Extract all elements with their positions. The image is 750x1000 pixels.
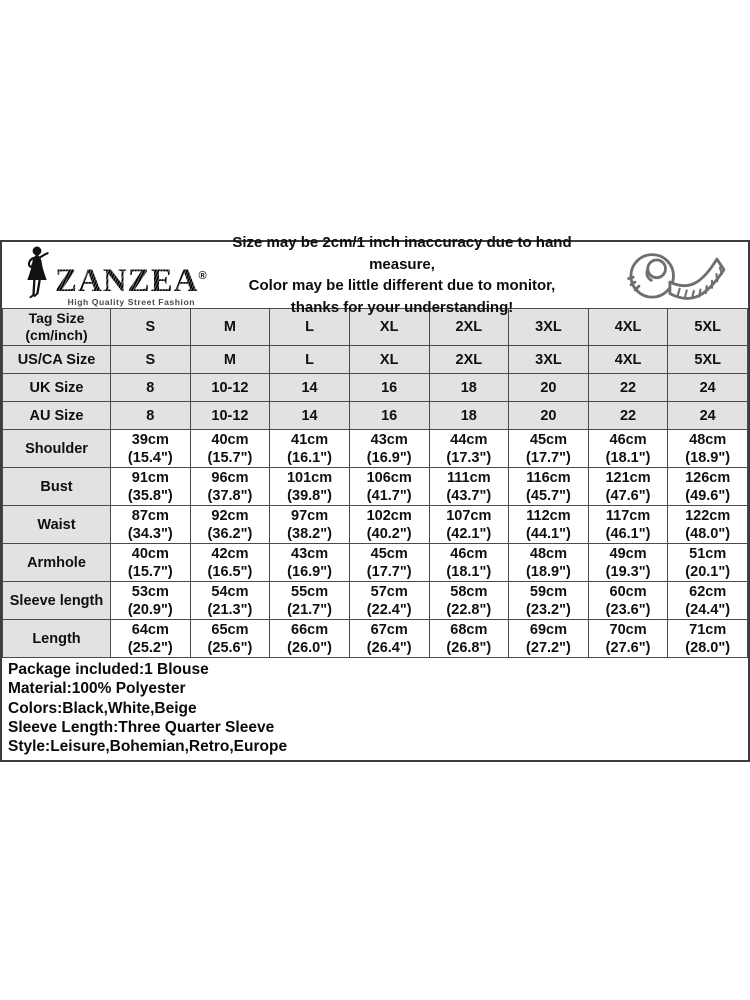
measure-cell: 122cm (48.0"): [668, 506, 748, 544]
size-table: [2, 308, 748, 658]
row-label: Armhole: [3, 544, 111, 582]
size-cell: 16: [349, 374, 429, 402]
detail-line-package: Package included:1 Blouse: [8, 661, 209, 678]
row-label: Length: [3, 620, 111, 658]
size-cell: M: [190, 309, 270, 346]
brand-name: ZANZEA®: [55, 262, 208, 299]
row-label: Shoulder: [3, 430, 111, 468]
measure-cell: 40cm (15.7"): [190, 430, 270, 468]
measure-cell: 116cm (45.7"): [509, 468, 589, 506]
size-cell: 2XL: [429, 346, 509, 374]
brand-logo: [2, 244, 208, 307]
size-cell: 22: [588, 402, 668, 430]
table-row: [3, 582, 748, 620]
size-cell: 16: [349, 402, 429, 430]
size-cell: 5XL: [668, 346, 748, 374]
measure-cell: 62cm (24.4"): [668, 582, 748, 620]
measure-cell: 126cm (49.6"): [668, 468, 748, 506]
measure-cell: 71cm (28.0"): [668, 620, 748, 658]
measure-cell: 48cm (18.9"): [668, 430, 748, 468]
measure-cell: 66cm (26.0"): [270, 620, 350, 658]
measure-cell: 92cm (36.2"): [190, 506, 270, 544]
measure-cell: 53cm (20.9"): [111, 582, 191, 620]
measure-cell: 42cm (16.5"): [190, 544, 270, 582]
size-cell: 4XL: [588, 309, 668, 346]
measure-cell: 101cm (39.8"): [270, 468, 350, 506]
measure-cell: 45cm (17.7"): [349, 544, 429, 582]
measure-cell: 45cm (17.7"): [509, 430, 589, 468]
size-cell: XL: [349, 309, 429, 346]
detail-line-style: Style:Leisure,Bohemian,Retro,Europe: [8, 738, 288, 756]
measure-cell: 41cm (16.1"): [270, 430, 350, 468]
size-cell: 20: [509, 374, 589, 402]
size-cell: 3XL: [509, 346, 589, 374]
table-row: [3, 468, 748, 506]
measure-cell: 54cm (21.3"): [190, 582, 270, 620]
measure-cell: 102cm (40.2"): [349, 506, 429, 544]
size-cell: 20: [509, 402, 589, 430]
size-cell: 5XL: [668, 309, 748, 346]
measure-cell: 67cm (26.4"): [349, 620, 429, 658]
row-label: Waist: [3, 506, 111, 544]
measure-cell: 97cm (38.2"): [270, 506, 350, 544]
brand-logo-text: [55, 261, 208, 307]
measure-cell: 51cm (20.1"): [668, 544, 748, 582]
table-row: [3, 402, 748, 430]
measure-cell: 44cm (17.3"): [429, 430, 509, 468]
size-cell: 14: [270, 374, 350, 402]
measure-cell: 106cm (41.7"): [349, 468, 429, 506]
table-row: [3, 620, 748, 658]
size-cell: 10-12: [190, 374, 270, 402]
measure-cell: 107cm (42.1"): [429, 506, 509, 544]
brand-tagline: High Quality Street Fashion: [67, 296, 196, 307]
measure-cell: 70cm (27.6"): [588, 620, 668, 658]
measure-cell: 40cm (15.7"): [111, 544, 191, 582]
table-row: [3, 506, 748, 544]
woman-silhouette-icon: [22, 244, 52, 307]
size-cell: L: [270, 309, 350, 346]
disclaimer-line-3: thanks for your understanding!: [290, 298, 514, 316]
measure-cell: 59cm (23.2"): [509, 582, 589, 620]
size-cell: 2XL: [429, 309, 509, 346]
detail-line-sleeve: Sleeve Length:Three Quarter Sleeve: [8, 718, 275, 736]
size-cell: 14: [270, 402, 350, 430]
size-chart-sheet: [0, 234, 750, 762]
detail-line-material: Material:100% Polyester: [8, 680, 186, 698]
measure-cell: 121cm (47.6"): [588, 468, 668, 506]
measure-cell: 48cm (18.9"): [509, 544, 589, 582]
measure-cell: 58cm (22.8"): [429, 582, 509, 620]
size-cell: S: [111, 346, 191, 374]
measure-cell: 46cm (18.1"): [588, 430, 668, 468]
size-cell: 22: [588, 374, 668, 402]
size-table-body: [3, 309, 748, 658]
size-cell: 24: [668, 374, 748, 402]
size-cell: 4XL: [588, 346, 668, 374]
measure-cell: 49cm (19.3"): [588, 544, 668, 582]
measure-cell: 96cm (37.8"): [190, 468, 270, 506]
row-label: UK Size: [3, 374, 111, 402]
row-label: Sleeve length: [3, 582, 111, 620]
measure-cell: 65cm (25.6"): [190, 620, 270, 658]
disclaimer-text: [198, 232, 606, 318]
measuring-tape-icon: [606, 244, 748, 306]
measure-cell: 60cm (23.6"): [588, 582, 668, 620]
measure-cell: 111cm (43.7"): [429, 468, 509, 506]
header-band: [2, 234, 748, 316]
registered-mark: ®: [198, 269, 208, 282]
size-cell: M: [190, 346, 270, 374]
size-cell: XL: [349, 346, 429, 374]
size-cell: 18: [429, 402, 509, 430]
measure-cell: 43cm (16.9"): [349, 430, 429, 468]
measure-cell: 43cm (16.9"): [270, 544, 350, 582]
size-cell: 8: [111, 374, 191, 402]
product-details: [2, 658, 748, 760]
measure-cell: 46cm (18.1"): [429, 544, 509, 582]
size-cell: 3XL: [509, 309, 589, 346]
size-cell: 18: [429, 374, 509, 402]
table-row: [3, 544, 748, 582]
size-cell: L: [270, 346, 350, 374]
size-cell: 24: [668, 402, 748, 430]
table-row: [3, 346, 748, 374]
size-cell: 8: [111, 402, 191, 430]
size-cell: S: [111, 309, 191, 346]
measure-cell: 117cm (46.1"): [588, 506, 668, 544]
measure-cell: 55cm (21.7"): [270, 582, 350, 620]
measure-cell: 39cm (15.4"): [111, 430, 191, 468]
row-label: Tag Size (cm/inch): [3, 309, 111, 346]
disclaimer-line-2: Color may be little different due to monitor,: [248, 277, 556, 294]
row-label: US/CA Size: [3, 346, 111, 374]
disclaimer-line-1: Size may be 2cm/1 inch inaccuracy due to hand measure,: [232, 234, 572, 273]
detail-line-colors: Colors:Black,White,Beige: [8, 699, 197, 717]
measure-cell: 68cm (26.8"): [429, 620, 509, 658]
measure-cell: 87cm (34.3"): [111, 506, 191, 544]
table-row: [3, 374, 748, 402]
size-cell: 10-12: [190, 402, 270, 430]
row-label: Bust: [3, 468, 111, 506]
measure-cell: 112cm (44.1"): [509, 506, 589, 544]
measure-cell: 69cm (27.2"): [509, 620, 589, 658]
measure-cell: 91cm (35.8"): [111, 468, 191, 506]
measure-cell: 57cm (22.4"): [349, 582, 429, 620]
row-label: AU Size: [3, 402, 111, 430]
table-row: [3, 430, 748, 468]
measure-cell: 64cm (25.2"): [111, 620, 191, 658]
